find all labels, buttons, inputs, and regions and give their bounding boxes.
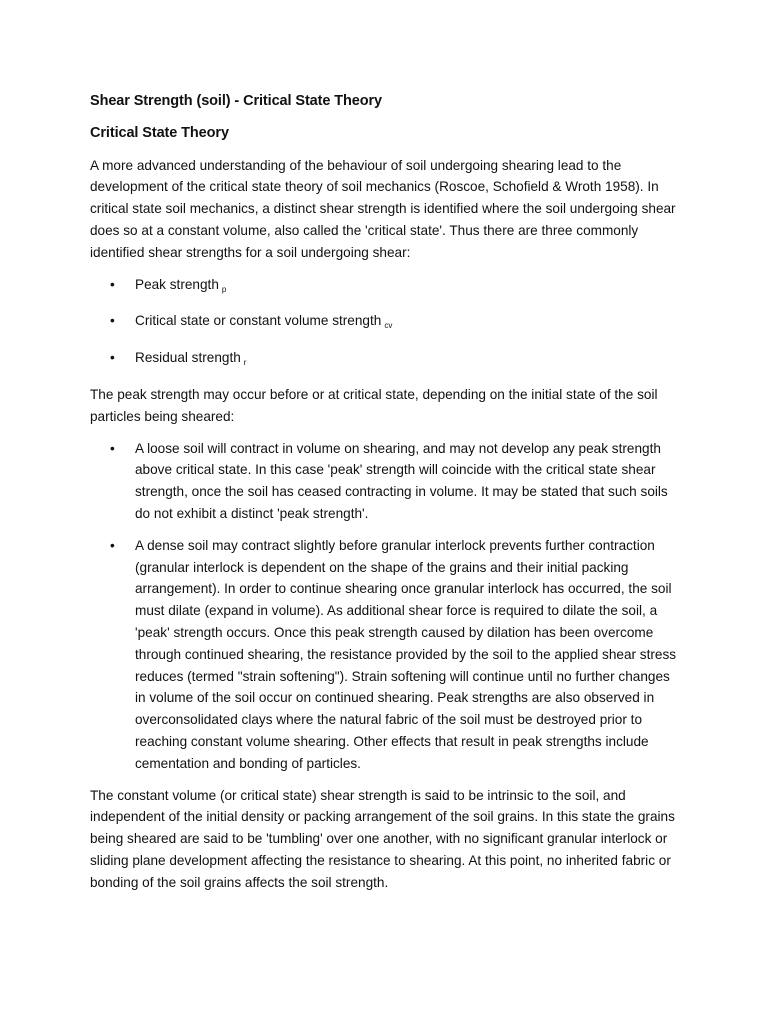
shear-strength-list	[90, 274, 678, 374]
list-item	[90, 310, 678, 337]
list-item	[90, 535, 678, 775]
list-item	[90, 274, 678, 301]
list-item-label: Residual strength	[135, 350, 241, 366]
peak-intro-paragraph: The peak strength may occur before or at critical state, depending on the initial state of the soil particles being sheared:	[90, 386, 658, 424]
subscript: p	[221, 284, 227, 294]
list-item	[90, 438, 678, 525]
list-item	[90, 347, 678, 374]
bullet-icon: •	[110, 537, 115, 553]
bullet-icon: •	[110, 440, 115, 456]
list-item-label: Peak strength	[135, 276, 219, 292]
bullet-icon: •	[110, 313, 115, 329]
subscript: cv	[384, 321, 393, 331]
constant-volume-paragraph: The constant volume (or critical state) shear strength is said to be intrinsic to the soil, and independent of the initial density or packing arrangement of the soil grains. In this state the grains being sheared are said to be 'tumbling' over one another, with no significant granular interlock or sliding plane development affecting the resistance to shearing. At this point, no inherited fabric or bonding of the soil grains affects the soil strength.	[90, 787, 675, 890]
list-item-label: Critical state or constant volume strength	[135, 313, 382, 329]
subscript: r	[243, 358, 247, 368]
document-page	[90, 91, 678, 904]
document-title: Shear Strength (soil) - Critical State Theory	[90, 93, 382, 109]
list-item-text: A loose soil will contract in volume on shearing, and may not develop any peak strength above critical state. In this case 'peak' strength will coincide with the critical state shear strength, once the soil has ceased contracting in volume. It may be stated that such soils do not exhibit a distinct 'peak strength'.	[135, 440, 668, 521]
bullet-icon: •	[110, 350, 115, 366]
intro-paragraph: A more advanced understanding of the behaviour of soil undergoing shearing lead to the development of the critical state theory of soil mechanics (Roscoe, Schofield & Wroth 1958). In critical state soil mechanics, a distinct shear strength is identified where the soil undergoing shear does so at a constant volume, also called the 'critical state'. Thus there are three commonly identified shear strengths for a soil undergoing shear:	[90, 157, 676, 260]
section-heading: Critical State Theory	[90, 124, 229, 141]
list-item-text: A dense soil may contract slightly before granular interlock prevents further contraction (granular interlock is dependent on the shape of the grains and their initial packing arrangement). In order to continue shearing once granular interlock has occurred, the soil must dilate (expand in volume). As additional shear force is required to dilate the soil, a 'peak' strength occurs. Once this peak strength caused by dilation has been overcome through continued shearing, the resistance provided by the soil to the applied shear stress reduces (termed "strain softening"). Strain softening will continue until no further changes in volume of the soil occur on continued shearing. Peak strengths are also observed in overconsolidated clays where the natural fabric of the soil must be destroyed prior to reaching constant volume shearing. Other effects that result in peak strengths include cementation and bonding of particles.	[135, 537, 677, 771]
peak-cases-list	[90, 438, 678, 775]
bullet-icon: •	[110, 276, 115, 292]
